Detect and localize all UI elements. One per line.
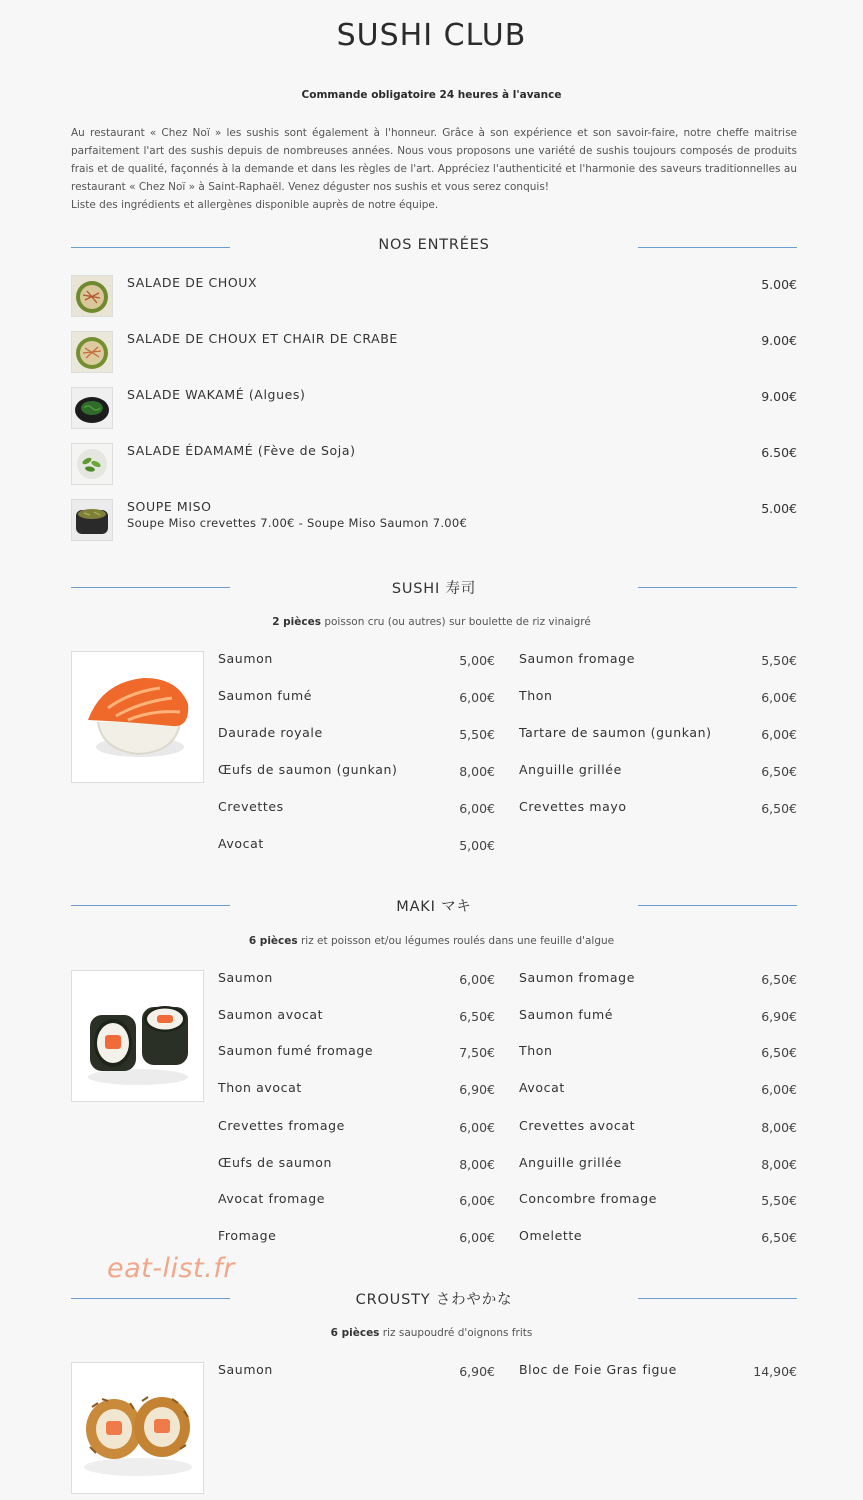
item-price: 6,00€	[459, 1230, 495, 1245]
entree-price: 9.00€	[761, 389, 797, 404]
entree-name: SALADE DE CHOUX	[127, 275, 258, 290]
item-price: 6,00€	[761, 727, 797, 742]
item-price: 6,50€	[761, 1045, 797, 1060]
sushi-item	[519, 688, 797, 706]
site-watermark: eat-list.fr	[107, 1253, 235, 1284]
section-heading-maki	[71, 895, 797, 915]
item-price: 6,50€	[761, 764, 797, 779]
item-name: Saumon	[218, 970, 273, 985]
intro-paragraph: Au restaurant « Chez Noï » les sushis sont également à l'honneur. Grâce à son expérience et son savoir-faire, notre cheffe maitrise parfaitement l'art des sushis depuis de nombreuses années. Nous vous proposons une variété de sushis toujours composés de produits frais et de qualité, façonnés à la demande et dans les règles de l'art. Appréciez l'authenticité et l'harmonie des saveurs traditionnelles au restaurant « Chez Noï » à Saint-Raphaël. Venez déguster nos sushis et vous serez conquis!	[71, 127, 797, 193]
divider-line	[638, 587, 797, 588]
maki-item	[218, 1118, 495, 1136]
miso-soup-thumbnail	[71, 499, 113, 541]
item-name: Avocat fromage	[218, 1191, 326, 1206]
item-name: Crevettes avocat	[519, 1118, 636, 1133]
maki-photo	[71, 970, 204, 1102]
item-name: Avocat	[519, 1080, 565, 1095]
item-price: 6,50€	[761, 1230, 797, 1245]
maki-item	[218, 1043, 495, 1061]
item-name: Bloc de Foie Gras figue	[519, 1362, 677, 1377]
item-price: 6,50€	[459, 1009, 495, 1024]
entree-name: SALADE WAKAMÉ (Algues)	[127, 387, 306, 402]
item-price: 6,00€	[459, 690, 495, 705]
maki-item	[519, 1191, 797, 1209]
sushi-item	[218, 725, 495, 743]
maki-item	[218, 970, 495, 988]
item-name: Crevettes	[218, 799, 284, 814]
section-heading-sushi	[71, 577, 797, 597]
section-title: CROUSTY さわやかな	[355, 1292, 513, 1308]
item-price: 6,90€	[761, 1009, 797, 1024]
section-description	[0, 935, 863, 947]
maki-item	[519, 1043, 797, 1061]
item-name: Crevettes fromage	[218, 1118, 345, 1133]
entree-variants: Soupe Miso crevettes 7.00€ - Soupe Miso Saumon 7.00€	[127, 516, 468, 530]
item-name: Fromage	[218, 1228, 277, 1243]
maki-item	[218, 1228, 495, 1246]
item-price: 5,50€	[761, 653, 797, 668]
item-name: Daurade royale	[218, 725, 323, 740]
entree-item	[71, 275, 797, 319]
section-heading-entrees	[71, 237, 797, 257]
description-text: riz et poisson et/ou légumes roulés dans une feuille d'algue	[297, 935, 615, 947]
maki-item	[519, 1007, 797, 1025]
item-name: Saumon fumé fromage	[218, 1043, 374, 1058]
entree-price: 9.00€	[761, 333, 797, 348]
maki-item	[218, 1007, 495, 1025]
sushi-item	[218, 836, 495, 854]
maki-item	[218, 1080, 495, 1098]
item-name: Anguille grillée	[519, 762, 622, 777]
item-name: Saumon	[218, 1362, 273, 1377]
maki-item	[519, 1155, 797, 1173]
item-name: Anguille grillée	[519, 1155, 622, 1170]
maki-item	[519, 1080, 797, 1098]
maki-item	[218, 1191, 495, 1209]
entree-item	[71, 499, 797, 543]
item-price: 6,00€	[459, 1193, 495, 1208]
divider-line	[638, 247, 797, 248]
divider-line	[638, 1298, 797, 1299]
order-notice: Commande obligatoire 24 heures à l'avance	[301, 89, 562, 101]
maki-item	[519, 1228, 797, 1246]
crousty-item	[218, 1362, 495, 1380]
item-name: Thon	[519, 688, 553, 703]
section-description	[0, 1327, 863, 1339]
item-price: 5,00€	[459, 653, 495, 668]
item-price: 8,00€	[459, 764, 495, 779]
item-name: Œufs de saumon (gunkan)	[218, 762, 398, 777]
wakame-salad-thumbnail	[71, 387, 113, 429]
item-price: 5,50€	[761, 1193, 797, 1208]
item-price: 8,00€	[761, 1120, 797, 1135]
section-title: SUSHI 寿司	[391, 581, 477, 597]
description-text: poisson cru (ou autres) sur boulette de riz vinaigré	[321, 616, 591, 628]
intro-text	[71, 124, 797, 214]
item-price: 6,90€	[459, 1082, 495, 1097]
entree-price: 6.50€	[761, 445, 797, 460]
divider-line	[638, 905, 797, 906]
item-name: Œufs de saumon	[218, 1155, 333, 1170]
maki-item	[519, 1118, 797, 1136]
item-name: Saumon fromage	[519, 651, 636, 666]
item-name: Thon	[519, 1043, 553, 1058]
item-price: 6,00€	[761, 690, 797, 705]
sushi-item	[218, 688, 495, 706]
entree-item	[71, 443, 797, 487]
sushi-item	[519, 725, 797, 743]
item-price: 6,50€	[761, 801, 797, 816]
entree-name: SALADE ÉDAMAMÉ (Fève de Soja)	[127, 443, 356, 458]
sushi-item	[519, 762, 797, 780]
item-name: Crevettes mayo	[519, 799, 627, 814]
item-price: 6,90€	[459, 1364, 495, 1379]
section-heading-crousty	[71, 1288, 797, 1308]
sushi-item	[218, 651, 495, 669]
allergen-note: Liste des ingrédients et allergènes disponible auprès de notre équipe.	[71, 199, 439, 211]
section-description	[0, 616, 863, 628]
cabbage-salad-thumbnail	[71, 275, 113, 317]
item-price: 6,50€	[761, 972, 797, 987]
section-title: NOS ENTRÉES	[378, 237, 490, 253]
sushi-item	[519, 799, 797, 817]
item-name: Saumon fumé	[218, 688, 313, 703]
crousty-photo	[71, 1362, 204, 1494]
piece-count: 6 pièces	[248, 935, 298, 947]
edamame-salad-thumbnail	[71, 443, 113, 485]
entree-price: 5.00€	[761, 501, 797, 516]
sushi-item	[519, 651, 797, 669]
sushi-item	[218, 799, 495, 817]
description-text: riz saupoudré d'oignons frits	[379, 1327, 533, 1339]
item-name: Avocat	[218, 836, 264, 851]
page-title: SUSHI CLUB	[336, 18, 527, 53]
item-name: Saumon avocat	[218, 1007, 324, 1022]
item-name: Saumon fromage	[519, 970, 636, 985]
maki-item	[519, 970, 797, 988]
entree-name: SOUPE MISO	[127, 499, 212, 514]
item-name: Saumon fumé	[519, 1007, 614, 1022]
entree-name: SALADE DE CHOUX ET CHAIR DE CRABE	[127, 331, 398, 346]
item-name: Thon avocat	[218, 1080, 302, 1095]
entree-price: 5.00€	[761, 277, 797, 292]
crousty-item	[519, 1362, 797, 1380]
item-name: Omelette	[519, 1228, 583, 1243]
maki-item	[218, 1155, 495, 1173]
item-price: 6,00€	[459, 972, 495, 987]
item-name: Saumon	[218, 651, 273, 666]
crab-salad-thumbnail	[71, 331, 113, 373]
item-price: 14,90€	[753, 1364, 797, 1379]
entree-item	[71, 331, 797, 375]
item-price: 6,00€	[761, 1082, 797, 1097]
nigiri-photo	[71, 651, 204, 783]
item-price: 5,50€	[459, 727, 495, 742]
item-price: 5,00€	[459, 838, 495, 853]
section-title: MAKI マキ	[396, 899, 472, 915]
item-name: Concombre fromage	[519, 1191, 658, 1206]
sushi-item	[218, 762, 495, 780]
item-price: 6,00€	[459, 1120, 495, 1135]
piece-count: 6 pièces	[330, 1327, 380, 1339]
entree-item	[71, 387, 797, 431]
item-price: 7,50€	[459, 1045, 495, 1060]
piece-count: 2 pièces	[272, 616, 321, 628]
item-price: 8,00€	[459, 1157, 495, 1172]
item-name: Tartare de saumon (gunkan)	[519, 725, 712, 740]
item-price: 6,00€	[459, 801, 495, 816]
item-price: 8,00€	[761, 1157, 797, 1172]
